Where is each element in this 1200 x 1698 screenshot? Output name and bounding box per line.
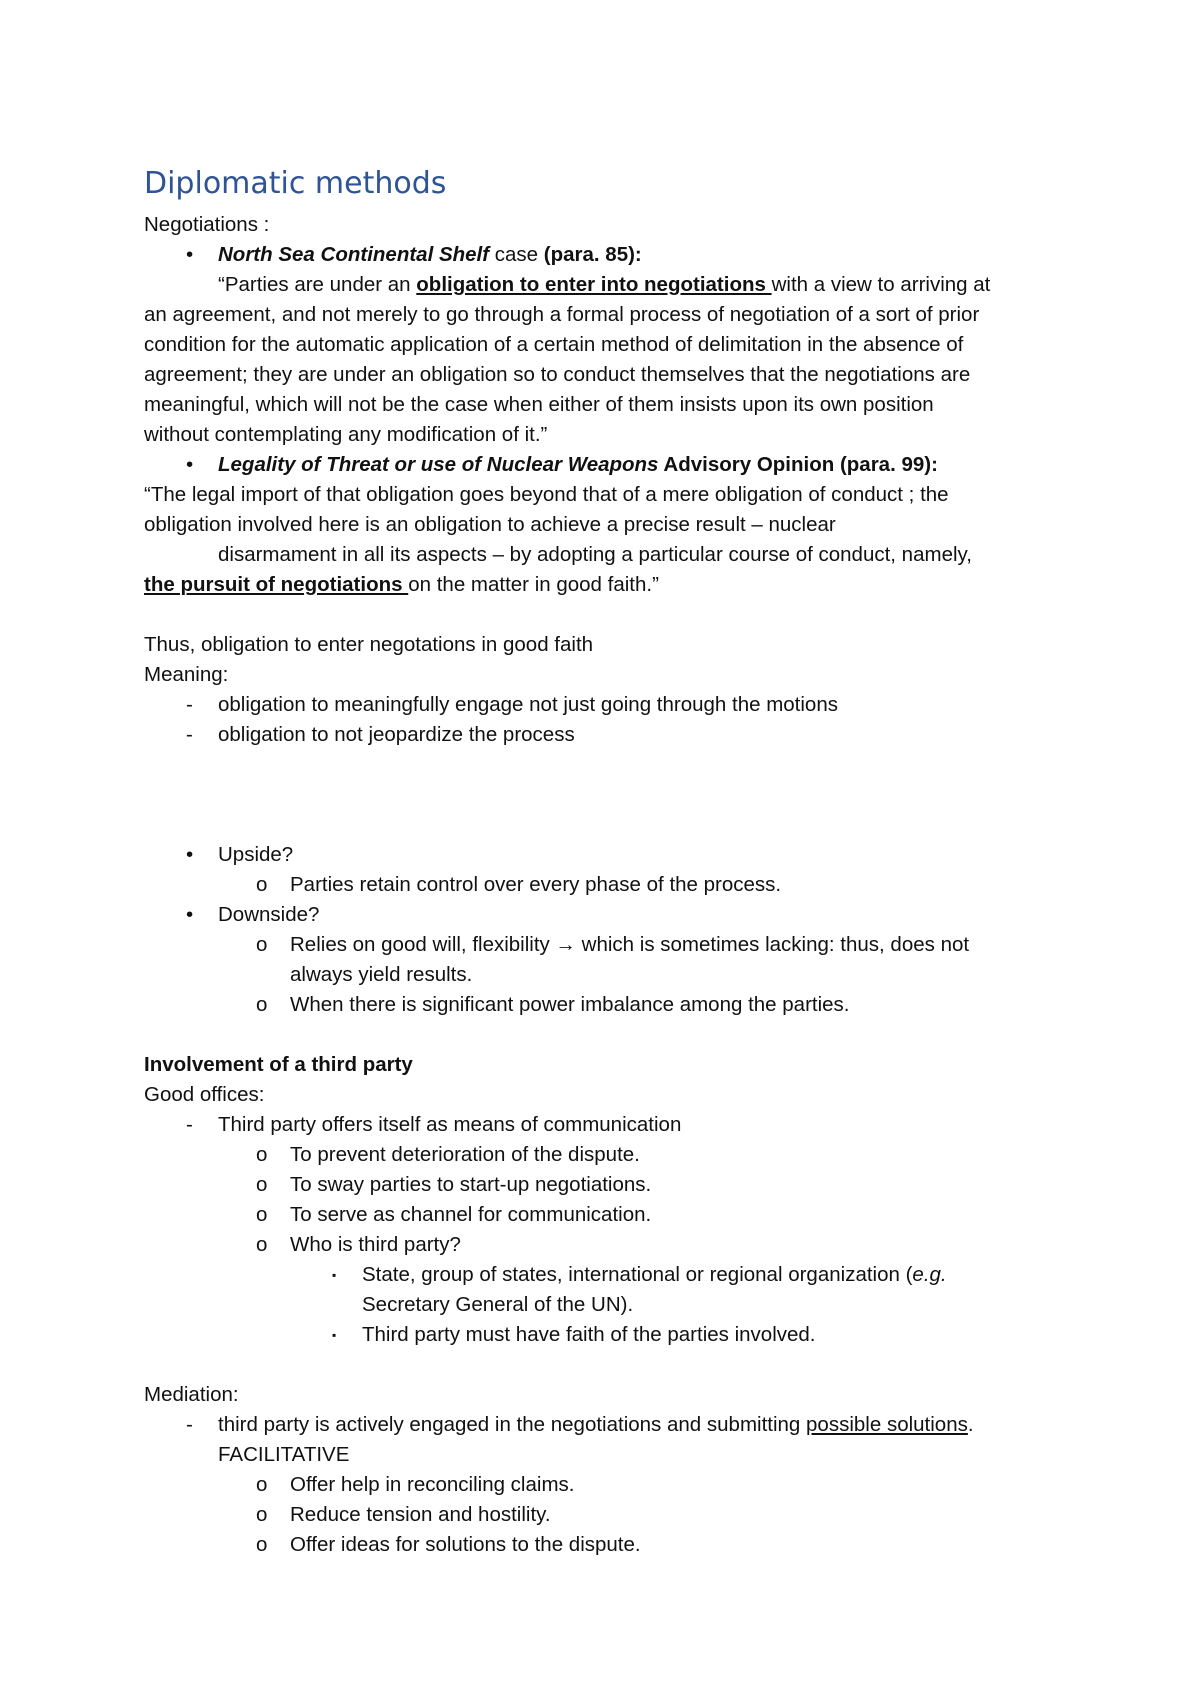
list-item: o Reduce tension and hostility. [144,1500,1064,1530]
list-item: o Who is third party? [144,1230,1064,1260]
third-party-heading: Involvement of a third party [144,1053,413,1076]
case1-quote-line2: an agreement, and not merely to go through a formal process of negotiation of a sort of prior [144,303,980,326]
spacer [144,750,1064,840]
circle-marker: o [256,1143,268,1166]
bullet-marker: • [186,903,194,926]
negotiations-heading: Negotiations : [144,213,270,236]
case1-para: (para. 85): [543,243,642,266]
case2-quote-line4: the pursuit of negotiations on the matter in good faith.” [144,573,659,596]
circle-marker: o [256,1203,268,1226]
list-item: o To serve as channel for communication. [144,1200,1064,1230]
spacer [144,600,1064,630]
case2-quote-line3: disarmament in all its aspects – by adopting a particular course of conduct, namely, [218,543,972,566]
mediation-label: Mediation: [144,1383,239,1406]
circle-marker: o [256,1173,268,1196]
meaning-label: Meaning: [144,663,229,686]
thus-line: Thus, obligation to enter negotations in good faith [144,633,594,656]
dash-marker: - [186,1113,193,1136]
list-item: o Offer ideas for solutions to the dispute. [144,1530,1064,1560]
bullet-marker: • [186,843,194,866]
case2-quote-line2: obligation involved here is an obligation to achieve a precise result – nuclear [144,513,836,536]
list-item: - obligation to not jeopardize the process [144,720,1064,750]
case2-suffix: Advisory Opinion (para. 99): [658,453,938,476]
case1-quote-line6: without contemplating any modification of it.” [144,423,548,446]
list-item: - third party is actively engaged in the negotiations and submitting possible solutions. FACILITATIVE [144,1410,1064,1470]
page-title: Diplomatic methods [144,166,447,201]
square-marker: ▪ [332,1328,337,1342]
circle-marker: o [256,1503,268,1526]
spacer [144,1020,1064,1050]
upside-item: • Upside? [144,840,1064,870]
circle-marker: o [256,933,268,956]
list-item: o To sway parties to start-up negotiations. [144,1170,1064,1200]
square-marker: ▪ [332,1268,337,1282]
dash-marker: - [186,693,193,716]
case1-suffix: case [489,243,544,266]
list-item: - Third party offers itself as means of communication [144,1110,1064,1140]
list-item: o Offer help in reconciling claims. [144,1470,1064,1500]
list-item: o Relies on good will, flexibility → which is sometimes lacking: thus, does not always yield results. [144,930,1064,990]
mediation-underline: possible solutions [806,1413,968,1436]
document-body [144,162,1064,1560]
dash-marker: - [186,723,193,746]
case2-name: Legality of Threat or use of Nuclear Weapons [218,453,659,476]
bullet-marker: • [186,243,194,266]
bullet-marker: • [186,453,194,476]
good-offices-label: Good offices: [144,1083,265,1106]
case1-quote-line5: meaningful, which will not be the case when either of them insists upon its own position [144,393,934,416]
case2-bullet-item [144,450,1064,480]
case1-quote-line4: agreement; they are under an obligation so to conduct themselves that the negotiations are [144,363,971,386]
spacer [144,1350,1064,1380]
circle-marker: o [256,1473,268,1496]
circle-marker: o [256,1533,268,1556]
list-item: o When there is significant power imbalance among the parties. [144,990,1064,1020]
list-item: o To prevent deterioration of the dispute. [144,1140,1064,1170]
case2-quote-line1: “The legal import of that obligation goes beyond that of a mere obligation of conduct ; the [144,483,949,506]
case2-quote-underline: the pursuit of negotiations [144,573,409,596]
list-item: - obligation to meaningfully engage not just going through the motions [144,690,1064,720]
circle-marker: o [256,1233,268,1256]
case1-quote-line3: condition for the automatic application of a certain method of delimitation in the absence of [144,333,964,356]
facilitative-tag: FACILITATIVE [218,1443,350,1466]
circle-marker: o [256,993,268,1016]
dash-marker: - [186,1413,193,1436]
case1-quote-line1: “Parties are under an obligation to enter into negotiations with a view to arriving at [218,273,991,296]
downside-item: • Downside? [144,900,1064,930]
case1-name: North Sea Continental Shelf [218,243,490,266]
circle-marker: o [256,873,268,896]
case1-bullet-item [144,240,1064,270]
list-item: o Parties retain control over every phase of the process. [144,870,1064,900]
list-item: ▪ State, group of states, international or regional organization (e.g. Secretary General of the UN). [144,1260,1064,1320]
case1-quote-underline: obligation to enter into negotiations [416,273,772,296]
list-item: ▪ Third party must have faith of the parties involved. [144,1320,1064,1350]
